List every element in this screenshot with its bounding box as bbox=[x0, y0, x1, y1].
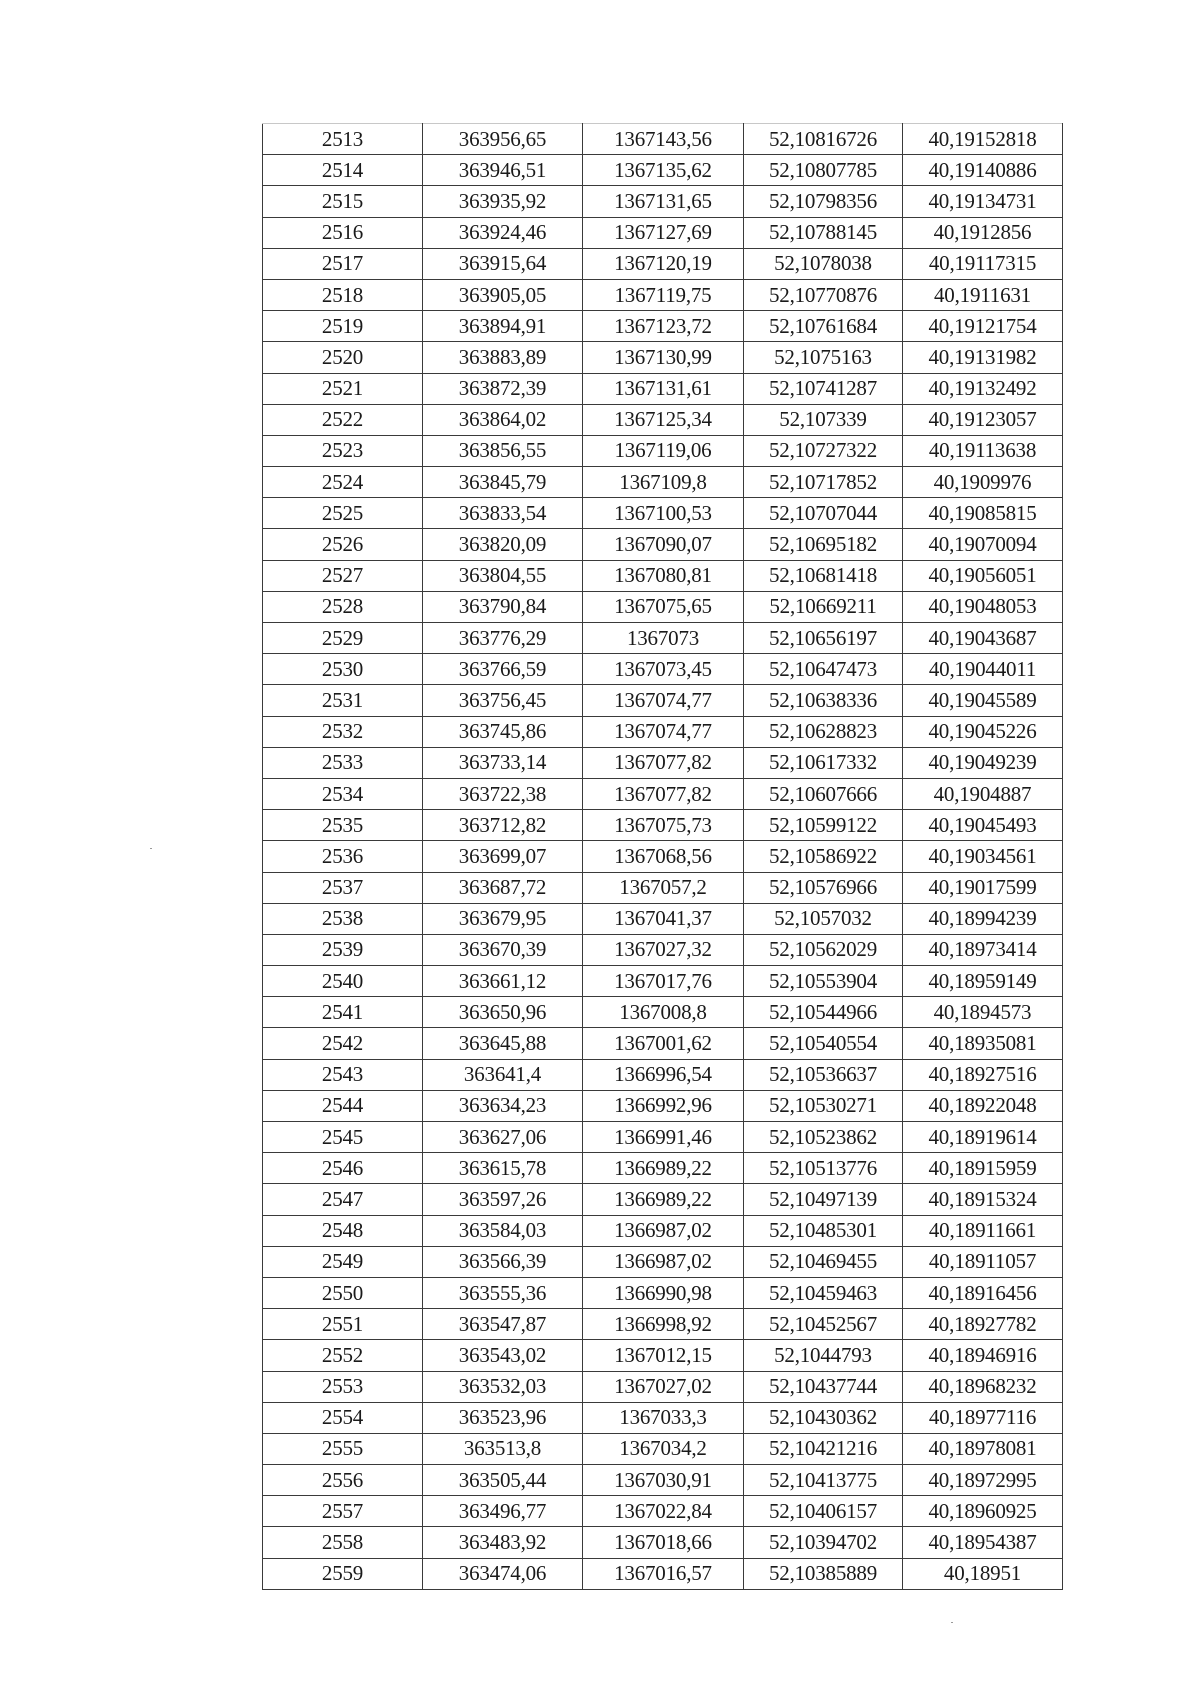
x-coordinate-cell: 363615,78 bbox=[423, 1153, 583, 1184]
table-row bbox=[263, 529, 1063, 560]
table-row bbox=[263, 186, 1063, 217]
longitude-cell: 40,18978081 bbox=[903, 1433, 1063, 1464]
x-coordinate-cell: 363699,07 bbox=[423, 841, 583, 872]
x-coordinate-cell: 363790,84 bbox=[423, 591, 583, 622]
latitude-cell: 52,10497139 bbox=[744, 1184, 903, 1215]
y-coordinate-cell: 1367012,15 bbox=[583, 1340, 744, 1371]
longitude-cell: 40,1909976 bbox=[903, 467, 1063, 498]
longitude-cell: 40,18946916 bbox=[903, 1340, 1063, 1371]
latitude-cell: 52,1075163 bbox=[744, 342, 903, 373]
longitude-cell: 40,19132492 bbox=[903, 373, 1063, 404]
longitude-cell: 40,18954387 bbox=[903, 1527, 1063, 1558]
y-coordinate-cell: 1367143,56 bbox=[583, 124, 744, 155]
y-coordinate-cell: 1367100,53 bbox=[583, 498, 744, 529]
y-coordinate-cell: 1367075,73 bbox=[583, 810, 744, 841]
longitude-cell: 40,19123057 bbox=[903, 404, 1063, 435]
x-coordinate-cell: 363650,96 bbox=[423, 997, 583, 1028]
latitude-cell: 52,1057032 bbox=[744, 903, 903, 934]
latitude-cell: 52,10513776 bbox=[744, 1153, 903, 1184]
point-number-cell: 2555 bbox=[263, 1433, 423, 1464]
x-coordinate-cell: 363776,29 bbox=[423, 623, 583, 654]
table-row bbox=[263, 1309, 1063, 1340]
y-coordinate-cell: 1367075,65 bbox=[583, 591, 744, 622]
x-coordinate-cell: 363845,79 bbox=[423, 467, 583, 498]
x-coordinate-cell: 363661,12 bbox=[423, 966, 583, 997]
y-coordinate-cell: 1367127,69 bbox=[583, 217, 744, 248]
longitude-cell: 40,19045589 bbox=[903, 685, 1063, 716]
x-coordinate-cell: 363555,36 bbox=[423, 1277, 583, 1308]
y-coordinate-cell: 1367073 bbox=[583, 623, 744, 654]
latitude-cell: 52,10553904 bbox=[744, 966, 903, 997]
latitude-cell: 52,10544966 bbox=[744, 997, 903, 1028]
point-number-cell: 2523 bbox=[263, 435, 423, 466]
y-coordinate-cell: 1366987,02 bbox=[583, 1215, 744, 1246]
table-row bbox=[263, 498, 1063, 529]
longitude-cell: 40,18915324 bbox=[903, 1184, 1063, 1215]
latitude-cell: 52,10385889 bbox=[744, 1558, 903, 1589]
x-coordinate-cell: 363894,91 bbox=[423, 311, 583, 342]
y-coordinate-cell: 1366996,54 bbox=[583, 1059, 744, 1090]
x-coordinate-cell: 363547,87 bbox=[423, 1309, 583, 1340]
scan-speck bbox=[150, 848, 152, 849]
y-coordinate-cell: 1367090,07 bbox=[583, 529, 744, 560]
coordinates-table bbox=[262, 123, 1063, 1590]
table-row bbox=[263, 1184, 1063, 1215]
point-number-cell: 2531 bbox=[263, 685, 423, 716]
latitude-cell: 52,10452567 bbox=[744, 1309, 903, 1340]
longitude-cell: 40,18973414 bbox=[903, 934, 1063, 965]
point-number-cell: 2543 bbox=[263, 1059, 423, 1090]
latitude-cell: 52,10638336 bbox=[744, 685, 903, 716]
table-row bbox=[263, 1215, 1063, 1246]
point-number-cell: 2544 bbox=[263, 1090, 423, 1121]
table-row bbox=[263, 654, 1063, 685]
x-coordinate-cell: 363946,51 bbox=[423, 155, 583, 186]
y-coordinate-cell: 1366992,96 bbox=[583, 1090, 744, 1121]
y-coordinate-cell: 1367033,3 bbox=[583, 1402, 744, 1433]
x-coordinate-cell: 363566,39 bbox=[423, 1246, 583, 1277]
y-coordinate-cell: 1367030,91 bbox=[583, 1465, 744, 1496]
x-coordinate-cell: 363679,95 bbox=[423, 903, 583, 934]
x-coordinate-cell: 363496,77 bbox=[423, 1496, 583, 1527]
longitude-cell: 40,19070094 bbox=[903, 529, 1063, 560]
table-row bbox=[263, 966, 1063, 997]
y-coordinate-cell: 1367080,81 bbox=[583, 560, 744, 591]
x-coordinate-cell: 363523,96 bbox=[423, 1402, 583, 1433]
table-row bbox=[263, 1402, 1063, 1433]
point-number-cell: 2541 bbox=[263, 997, 423, 1028]
y-coordinate-cell: 1367034,2 bbox=[583, 1433, 744, 1464]
longitude-cell: 40,18922048 bbox=[903, 1090, 1063, 1121]
table-row bbox=[263, 1527, 1063, 1558]
table-row bbox=[263, 124, 1063, 155]
latitude-cell: 52,10717852 bbox=[744, 467, 903, 498]
point-number-cell: 2519 bbox=[263, 311, 423, 342]
longitude-cell: 40,18959149 bbox=[903, 966, 1063, 997]
x-coordinate-cell: 363627,06 bbox=[423, 1122, 583, 1153]
table-row bbox=[263, 404, 1063, 435]
point-number-cell: 2524 bbox=[263, 467, 423, 498]
latitude-cell: 52,10656197 bbox=[744, 623, 903, 654]
point-number-cell: 2542 bbox=[263, 1028, 423, 1059]
latitude-cell: 52,10523862 bbox=[744, 1122, 903, 1153]
longitude-cell: 40,1904887 bbox=[903, 778, 1063, 809]
y-coordinate-cell: 1366998,92 bbox=[583, 1309, 744, 1340]
point-number-cell: 2530 bbox=[263, 654, 423, 685]
latitude-cell: 52,10681418 bbox=[744, 560, 903, 591]
x-coordinate-cell: 363756,45 bbox=[423, 685, 583, 716]
x-coordinate-cell: 363872,39 bbox=[423, 373, 583, 404]
longitude-cell: 40,18919614 bbox=[903, 1122, 1063, 1153]
y-coordinate-cell: 1366989,22 bbox=[583, 1153, 744, 1184]
table-row bbox=[263, 1090, 1063, 1121]
table-row bbox=[263, 1340, 1063, 1371]
y-coordinate-cell: 1366987,02 bbox=[583, 1246, 744, 1277]
longitude-cell: 40,18915959 bbox=[903, 1153, 1063, 1184]
longitude-cell: 40,19121754 bbox=[903, 311, 1063, 342]
x-coordinate-cell: 363733,14 bbox=[423, 747, 583, 778]
point-number-cell: 2538 bbox=[263, 903, 423, 934]
point-number-cell: 2545 bbox=[263, 1122, 423, 1153]
table-row bbox=[263, 1371, 1063, 1402]
point-number-cell: 2554 bbox=[263, 1402, 423, 1433]
table-row bbox=[263, 591, 1063, 622]
x-coordinate-cell: 363474,06 bbox=[423, 1558, 583, 1589]
point-number-cell: 2559 bbox=[263, 1558, 423, 1589]
x-coordinate-cell: 363935,92 bbox=[423, 186, 583, 217]
table-row bbox=[263, 1465, 1063, 1496]
x-coordinate-cell: 363883,89 bbox=[423, 342, 583, 373]
table-row bbox=[263, 1558, 1063, 1589]
latitude-cell: 52,1078038 bbox=[744, 248, 903, 279]
longitude-cell: 40,19045493 bbox=[903, 810, 1063, 841]
point-number-cell: 2537 bbox=[263, 872, 423, 903]
longitude-cell: 40,18927516 bbox=[903, 1059, 1063, 1090]
point-number-cell: 2529 bbox=[263, 623, 423, 654]
latitude-cell: 52,10770876 bbox=[744, 279, 903, 310]
point-number-cell: 2533 bbox=[263, 747, 423, 778]
latitude-cell: 52,10530271 bbox=[744, 1090, 903, 1121]
x-coordinate-cell: 363543,02 bbox=[423, 1340, 583, 1371]
latitude-cell: 52,10727322 bbox=[744, 435, 903, 466]
longitude-cell: 40,18972995 bbox=[903, 1465, 1063, 1496]
latitude-cell: 52,10406157 bbox=[744, 1496, 903, 1527]
latitude-cell: 52,10761684 bbox=[744, 311, 903, 342]
point-number-cell: 2558 bbox=[263, 1527, 423, 1558]
table-row bbox=[263, 1246, 1063, 1277]
latitude-cell: 52,10437744 bbox=[744, 1371, 903, 1402]
point-number-cell: 2522 bbox=[263, 404, 423, 435]
x-coordinate-cell: 363722,38 bbox=[423, 778, 583, 809]
y-coordinate-cell: 1367131,65 bbox=[583, 186, 744, 217]
latitude-cell: 52,10586922 bbox=[744, 841, 903, 872]
point-number-cell: 2517 bbox=[263, 248, 423, 279]
point-number-cell: 2549 bbox=[263, 1246, 423, 1277]
table-row bbox=[263, 1277, 1063, 1308]
x-coordinate-cell: 363513,8 bbox=[423, 1433, 583, 1464]
table-row bbox=[263, 217, 1063, 248]
y-coordinate-cell: 1367119,75 bbox=[583, 279, 744, 310]
table-row bbox=[263, 1153, 1063, 1184]
table-row bbox=[263, 747, 1063, 778]
table-row bbox=[263, 248, 1063, 279]
y-coordinate-cell: 1367077,82 bbox=[583, 778, 744, 809]
y-coordinate-cell: 1367018,66 bbox=[583, 1527, 744, 1558]
scan-speck bbox=[951, 1622, 953, 1623]
table-row bbox=[263, 997, 1063, 1028]
x-coordinate-cell: 363584,03 bbox=[423, 1215, 583, 1246]
y-coordinate-cell: 1367016,57 bbox=[583, 1558, 744, 1589]
point-number-cell: 2553 bbox=[263, 1371, 423, 1402]
y-coordinate-cell: 1367001,62 bbox=[583, 1028, 744, 1059]
point-number-cell: 2539 bbox=[263, 934, 423, 965]
longitude-cell: 40,19048053 bbox=[903, 591, 1063, 622]
table-row bbox=[263, 841, 1063, 872]
point-number-cell: 2534 bbox=[263, 778, 423, 809]
y-coordinate-cell: 1367077,82 bbox=[583, 747, 744, 778]
table-row bbox=[263, 467, 1063, 498]
x-coordinate-cell: 363483,92 bbox=[423, 1527, 583, 1558]
point-number-cell: 2525 bbox=[263, 498, 423, 529]
longitude-cell: 40,18968232 bbox=[903, 1371, 1063, 1402]
longitude-cell: 40,19152818 bbox=[903, 124, 1063, 155]
point-number-cell: 2515 bbox=[263, 186, 423, 217]
x-coordinate-cell: 363856,55 bbox=[423, 435, 583, 466]
table-row bbox=[263, 279, 1063, 310]
longitude-cell: 40,19085815 bbox=[903, 498, 1063, 529]
point-number-cell: 2535 bbox=[263, 810, 423, 841]
y-coordinate-cell: 1367109,8 bbox=[583, 467, 744, 498]
table-row bbox=[263, 1496, 1063, 1527]
latitude-cell: 52,10707044 bbox=[744, 498, 903, 529]
point-number-cell: 2536 bbox=[263, 841, 423, 872]
longitude-cell: 40,19043687 bbox=[903, 623, 1063, 654]
table-row bbox=[263, 934, 1063, 965]
longitude-cell: 40,19034561 bbox=[903, 841, 1063, 872]
x-coordinate-cell: 363645,88 bbox=[423, 1028, 583, 1059]
x-coordinate-cell: 363924,46 bbox=[423, 217, 583, 248]
latitude-cell: 52,10816726 bbox=[744, 124, 903, 155]
point-number-cell: 2514 bbox=[263, 155, 423, 186]
longitude-cell: 40,19140886 bbox=[903, 155, 1063, 186]
x-coordinate-cell: 363532,03 bbox=[423, 1371, 583, 1402]
latitude-cell: 52,10628823 bbox=[744, 716, 903, 747]
y-coordinate-cell: 1367123,72 bbox=[583, 311, 744, 342]
longitude-cell: 40,19056051 bbox=[903, 560, 1063, 591]
point-number-cell: 2527 bbox=[263, 560, 423, 591]
x-coordinate-cell: 363712,82 bbox=[423, 810, 583, 841]
table-row bbox=[263, 1028, 1063, 1059]
y-coordinate-cell: 1367131,61 bbox=[583, 373, 744, 404]
point-number-cell: 2516 bbox=[263, 217, 423, 248]
latitude-cell: 52,10562029 bbox=[744, 934, 903, 965]
latitude-cell: 52,10413775 bbox=[744, 1465, 903, 1496]
latitude-cell: 52,10798356 bbox=[744, 186, 903, 217]
latitude-cell: 52,10459463 bbox=[744, 1277, 903, 1308]
point-number-cell: 2518 bbox=[263, 279, 423, 310]
longitude-cell: 40,19017599 bbox=[903, 872, 1063, 903]
y-coordinate-cell: 1367041,37 bbox=[583, 903, 744, 934]
latitude-cell: 52,10576966 bbox=[744, 872, 903, 903]
latitude-cell: 52,10788145 bbox=[744, 217, 903, 248]
point-number-cell: 2540 bbox=[263, 966, 423, 997]
longitude-cell: 40,19117315 bbox=[903, 248, 1063, 279]
x-coordinate-cell: 363820,09 bbox=[423, 529, 583, 560]
table-row bbox=[263, 1433, 1063, 1464]
latitude-cell: 52,10695182 bbox=[744, 529, 903, 560]
x-coordinate-cell: 363956,65 bbox=[423, 124, 583, 155]
longitude-cell: 40,19045226 bbox=[903, 716, 1063, 747]
y-coordinate-cell: 1367008,8 bbox=[583, 997, 744, 1028]
table-row bbox=[263, 373, 1063, 404]
latitude-cell: 52,10647473 bbox=[744, 654, 903, 685]
table-row bbox=[263, 778, 1063, 809]
table-row bbox=[263, 560, 1063, 591]
y-coordinate-cell: 1366991,46 bbox=[583, 1122, 744, 1153]
y-coordinate-cell: 1367073,45 bbox=[583, 654, 744, 685]
y-coordinate-cell: 1367125,34 bbox=[583, 404, 744, 435]
latitude-cell: 52,10430362 bbox=[744, 1402, 903, 1433]
latitude-cell: 52,10540554 bbox=[744, 1028, 903, 1059]
latitude-cell: 52,10421216 bbox=[744, 1433, 903, 1464]
y-coordinate-cell: 1367120,19 bbox=[583, 248, 744, 279]
table-row bbox=[263, 1059, 1063, 1090]
table-row bbox=[263, 342, 1063, 373]
longitude-cell: 40,19131982 bbox=[903, 342, 1063, 373]
latitude-cell: 52,10485301 bbox=[744, 1215, 903, 1246]
point-number-cell: 2550 bbox=[263, 1277, 423, 1308]
latitude-cell: 52,1044793 bbox=[744, 1340, 903, 1371]
longitude-cell: 40,18994239 bbox=[903, 903, 1063, 934]
table-row bbox=[263, 903, 1063, 934]
y-coordinate-cell: 1366989,22 bbox=[583, 1184, 744, 1215]
point-number-cell: 2548 bbox=[263, 1215, 423, 1246]
longitude-cell: 40,1912856 bbox=[903, 217, 1063, 248]
table-row bbox=[263, 872, 1063, 903]
x-coordinate-cell: 363505,44 bbox=[423, 1465, 583, 1496]
latitude-cell: 52,10536637 bbox=[744, 1059, 903, 1090]
table-row bbox=[263, 685, 1063, 716]
x-coordinate-cell: 363864,02 bbox=[423, 404, 583, 435]
point-number-cell: 2513 bbox=[263, 124, 423, 155]
x-coordinate-cell: 363915,64 bbox=[423, 248, 583, 279]
latitude-cell: 52,10741287 bbox=[744, 373, 903, 404]
latitude-cell: 52,10617332 bbox=[744, 747, 903, 778]
y-coordinate-cell: 1367074,77 bbox=[583, 685, 744, 716]
point-number-cell: 2532 bbox=[263, 716, 423, 747]
latitude-cell: 52,10807785 bbox=[744, 155, 903, 186]
y-coordinate-cell: 1366990,98 bbox=[583, 1277, 744, 1308]
latitude-cell: 52,107339 bbox=[744, 404, 903, 435]
table-row bbox=[263, 155, 1063, 186]
point-number-cell: 2528 bbox=[263, 591, 423, 622]
latitude-cell: 52,10607666 bbox=[744, 778, 903, 809]
longitude-cell: 40,18935081 bbox=[903, 1028, 1063, 1059]
latitude-cell: 52,10394702 bbox=[744, 1527, 903, 1558]
longitude-cell: 40,19134731 bbox=[903, 186, 1063, 217]
point-number-cell: 2557 bbox=[263, 1496, 423, 1527]
longitude-cell: 40,18911661 bbox=[903, 1215, 1063, 1246]
longitude-cell: 40,19113638 bbox=[903, 435, 1063, 466]
y-coordinate-cell: 1367130,99 bbox=[583, 342, 744, 373]
point-number-cell: 2552 bbox=[263, 1340, 423, 1371]
x-coordinate-cell: 363745,86 bbox=[423, 716, 583, 747]
y-coordinate-cell: 1367135,62 bbox=[583, 155, 744, 186]
coordinates-table-body bbox=[263, 124, 1063, 1590]
point-number-cell: 2521 bbox=[263, 373, 423, 404]
longitude-cell: 40,18911057 bbox=[903, 1246, 1063, 1277]
x-coordinate-cell: 363766,59 bbox=[423, 654, 583, 685]
y-coordinate-cell: 1367074,77 bbox=[583, 716, 744, 747]
longitude-cell: 40,18951 bbox=[903, 1558, 1063, 1589]
y-coordinate-cell: 1367027,32 bbox=[583, 934, 744, 965]
longitude-cell: 40,18977116 bbox=[903, 1402, 1063, 1433]
point-number-cell: 2551 bbox=[263, 1309, 423, 1340]
y-coordinate-cell: 1367027,02 bbox=[583, 1371, 744, 1402]
latitude-cell: 52,10469455 bbox=[744, 1246, 903, 1277]
x-coordinate-cell: 363687,72 bbox=[423, 872, 583, 903]
point-number-cell: 2526 bbox=[263, 529, 423, 560]
table-row bbox=[263, 810, 1063, 841]
table-row bbox=[263, 311, 1063, 342]
x-coordinate-cell: 363804,55 bbox=[423, 560, 583, 591]
point-number-cell: 2556 bbox=[263, 1465, 423, 1496]
y-coordinate-cell: 1367022,84 bbox=[583, 1496, 744, 1527]
table-row bbox=[263, 623, 1063, 654]
y-coordinate-cell: 1367017,76 bbox=[583, 966, 744, 997]
longitude-cell: 40,18927782 bbox=[903, 1309, 1063, 1340]
y-coordinate-cell: 1367057,2 bbox=[583, 872, 744, 903]
longitude-cell: 40,19044011 bbox=[903, 654, 1063, 685]
longitude-cell: 40,18916456 bbox=[903, 1277, 1063, 1308]
x-coordinate-cell: 363833,54 bbox=[423, 498, 583, 529]
longitude-cell: 40,1911631 bbox=[903, 279, 1063, 310]
point-number-cell: 2547 bbox=[263, 1184, 423, 1215]
table-row bbox=[263, 1122, 1063, 1153]
longitude-cell: 40,19049239 bbox=[903, 747, 1063, 778]
table-row bbox=[263, 435, 1063, 466]
longitude-cell: 40,1894573 bbox=[903, 997, 1063, 1028]
y-coordinate-cell: 1367068,56 bbox=[583, 841, 744, 872]
x-coordinate-cell: 363641,4 bbox=[423, 1059, 583, 1090]
point-number-cell: 2546 bbox=[263, 1153, 423, 1184]
longitude-cell: 40,18960925 bbox=[903, 1496, 1063, 1527]
x-coordinate-cell: 363905,05 bbox=[423, 279, 583, 310]
x-coordinate-cell: 363597,26 bbox=[423, 1184, 583, 1215]
latitude-cell: 52,10669211 bbox=[744, 591, 903, 622]
y-coordinate-cell: 1367119,06 bbox=[583, 435, 744, 466]
latitude-cell: 52,10599122 bbox=[744, 810, 903, 841]
x-coordinate-cell: 363670,39 bbox=[423, 934, 583, 965]
table-row bbox=[263, 716, 1063, 747]
x-coordinate-cell: 363634,23 bbox=[423, 1090, 583, 1121]
point-number-cell: 2520 bbox=[263, 342, 423, 373]
